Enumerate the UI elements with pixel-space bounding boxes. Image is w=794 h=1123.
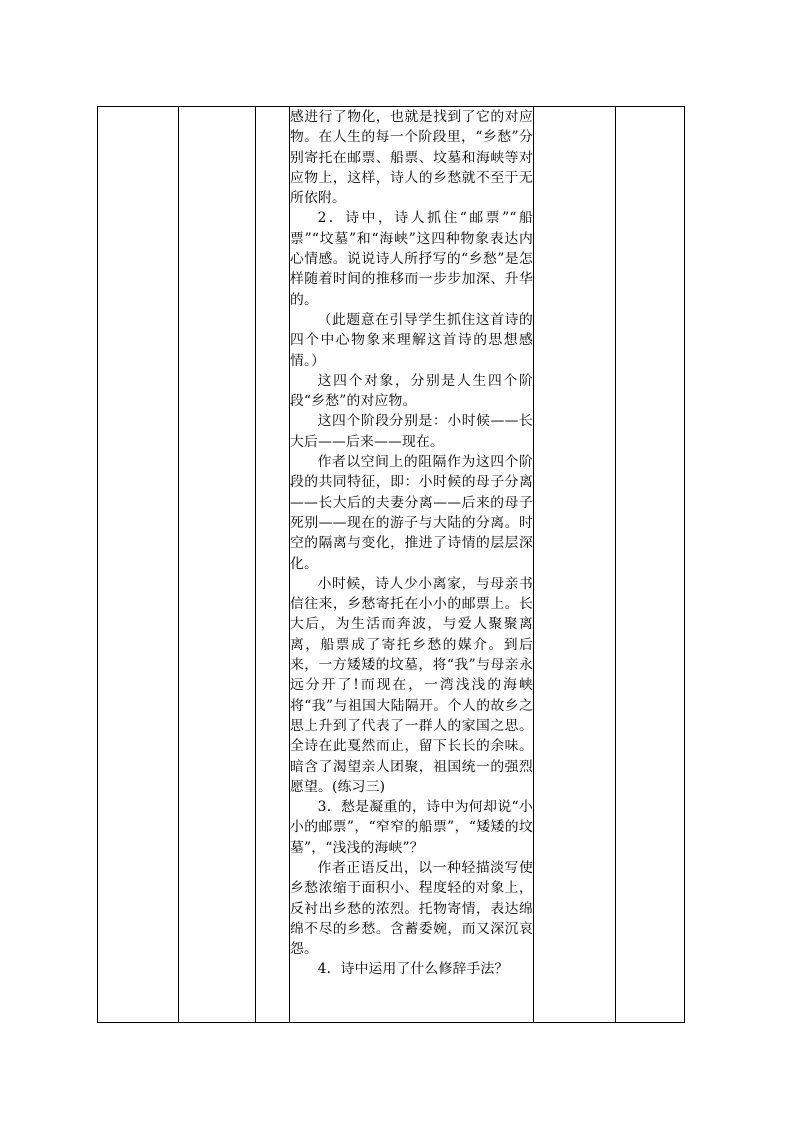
table-cell-col5 [534, 107, 616, 1023]
paragraph: 3．愁是凝重的，诗中为何却说“小小的邮票”，“窄窄的船票”，“矮矮的坟墓”，“浅浅的海峡”？ [290, 799, 533, 856]
paragraph: 作者以空间上的阻隔作为这四个阶段的共同特征，即：小时候的母子分离——长大后的夫妻分离——后来的母子死别——现在的游子与大陆的分离。时空的隔离与变化，推进了诗情的层层深化。 [290, 454, 533, 572]
paragraph: 小时候，诗人少小离家，与母亲书信往来，乡愁寄托在小小的邮票上。长大后，为生活而奔波，与爱人聚聚离离，船票成了寄托乡愁的媒介。到后来，一方矮矮的坟墓，将“我”与母亲永远分开了!而现在，一湾浅浅的海峡将“我”与祖国大陆隔开。个人的故乡之思上升到了代表了一群人的家国之思。全诗在此戛然而止，留下长长的余味。暗含了渴望亲人团聚，祖国统一的强烈愿望。(练习三) [290, 575, 533, 795]
lesson-plan-table [97, 106, 685, 1023]
table-row [98, 107, 685, 1023]
table-cell-col1 [98, 107, 179, 1023]
paragraph: 作者正语反出，以一种轻描淡写使乡愁浓缩于面积小、程度轻的对象上，反衬出乡愁的浓烈。托物寄情，表达绵绵不尽的乡愁。含蓄委婉，而又深沉哀怨。 [290, 859, 533, 958]
table-cell-col2 [179, 107, 256, 1023]
paragraph: 这四个对象，分别是人生四个阶段“乡愁”的对应物。 [290, 372, 533, 410]
content-cell [290, 107, 534, 1023]
paragraph: 2．诗中，诗人抓住“邮票”“船票”“坟墓”和“海峡”这四种物象表达内心情感。说说诗人所抒写的“乡愁”是怎样随着时间的推移而一步步加深、升华的。 [290, 210, 533, 308]
paragraph: 这四个阶段分别是：小时候——长大后——后来——现在。 [290, 413, 533, 450]
table-cell-col6 [616, 107, 685, 1023]
paragraph: （此题意在引导学生抓住这首诗的四个中心物象来理解这首诗的思想感情。） [290, 311, 533, 369]
table-cell-col3 [256, 107, 290, 1023]
paragraph: 感进行了物化，也就是找到了它的对应物。在人生的每一个阶段里，“乡愁”分别寄托在邮票、船票、坟墓和海峡等对应物上，这样，诗人的乡愁就不至于无所依附。 [290, 109, 533, 207]
paragraph: 4．诗中运用了什么修辞手法？ [317, 961, 509, 978]
